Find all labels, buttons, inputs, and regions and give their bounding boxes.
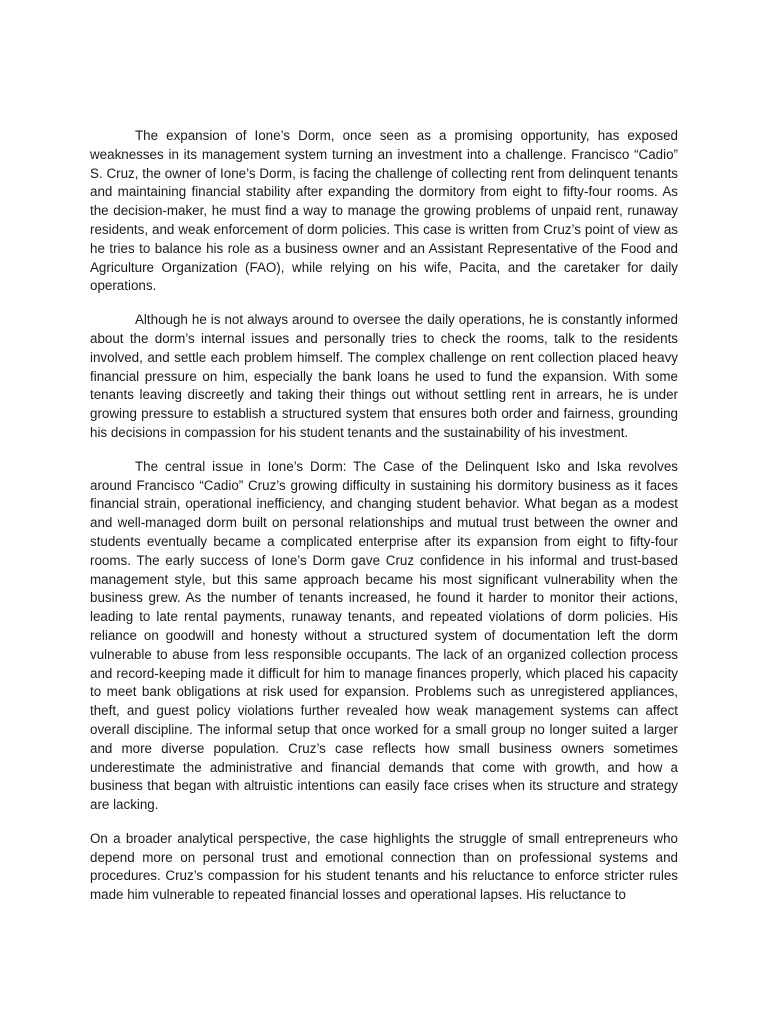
paragraph-introduction: The expansion of Ione’s Dorm, once seen as a promising opportunity, has exposed weaknesses in its management system turning an investment into a challenge. Francisco “Cadio” S. Cruz, the owner of Ione’s Dorm, is facing the challenge of collecting rent from delinquent tenants and maintaining financial stability after expanding the dormitory from eight to fifty-four rooms. As the decision-maker, he must find a way to manage the growing problems of unpaid rent, runaway residents, and weak enforcement of dorm policies. This case is written from Cruz’s point of view as he tries to balance his role as a business owner and an Assistant Representative of the Food and Agriculture Organization (FAO), while relying on his wife, Pacita, and the caretaker for daily operations. <box>90 128 678 294</box>
paragraph-broader-perspective: On a broader analytical perspective, the case highlights the struggle of small entrepreneurs who depend more on personal trust and emotional connection than on professional systems and procedures. Cruz’s compassion for his student tenants and his reluctance to enforce stricter rules made him vulnerable to repeated financial losses and operational lapses. His reluctance to <box>90 830 678 903</box>
paragraph-daily-operations: Although he is not always around to oversee the daily operations, he is constantly informed about the dorm’s internal issues and personally tries to check the rooms, talk to the residents involved, and settle each problem himself. The complex challenge on rent collection placed heavy financial pressure on him, especially the bank loans he used to fund the expansion. With some tenants leaving discreetly and taking their things out without settling rent in arrears, he is under growing pressure to establish a structured system that ensures both order and fairness, grounding his decisions in compassion for his student tenants and the sustainability of his investment. <box>90 312 678 440</box>
document-page <box>90 127 678 920</box>
paragraph-central-issue: The central issue in Ione’s Dorm: The Case of the Delinquent Isko and Iska revolves around Francisco “Cadio” Cruz’s growing difficulty in sustaining his dormitory business as it faces financial strain, operational inefficiency, and changing student behavior. What began as a modest and well-managed dorm built on personal relationships and mutual trust between the owner and students eventually became a complicated enterprise after its expansion from eight to fifty-four rooms. The early success of Ione’s Dorm gave Cruz confidence in his informal and trust-based management style, but this same approach became his most significant vulnerability when the business grew. As the number of tenants increased, he found it harder to monitor their actions, leading to late rental payments, runaway tenants, and repeated violations of dorm policies. His reliance on goodwill and honesty without a structured system of documentation left the dorm vulnerable to abuse from less responsible occupants. The lack of an organized collection process and record-keeping made it difficult for him to manage finances properly, which placed his capacity to meet bank obligations at risk used for expansion. Problems such as unregistered appliances, theft, and guest policy violations further revealed how weak management systems can affect overall discipline. The informal setup that once worked for a small group no longer suited a larger and more diverse population. Cruz’s case reflects how small business owners sometimes underestimate the administrative and financial demands that come with growth, and how a business that began with altruistic intentions can easily face crises when its structure and strategy are lacking. <box>90 458 678 813</box>
